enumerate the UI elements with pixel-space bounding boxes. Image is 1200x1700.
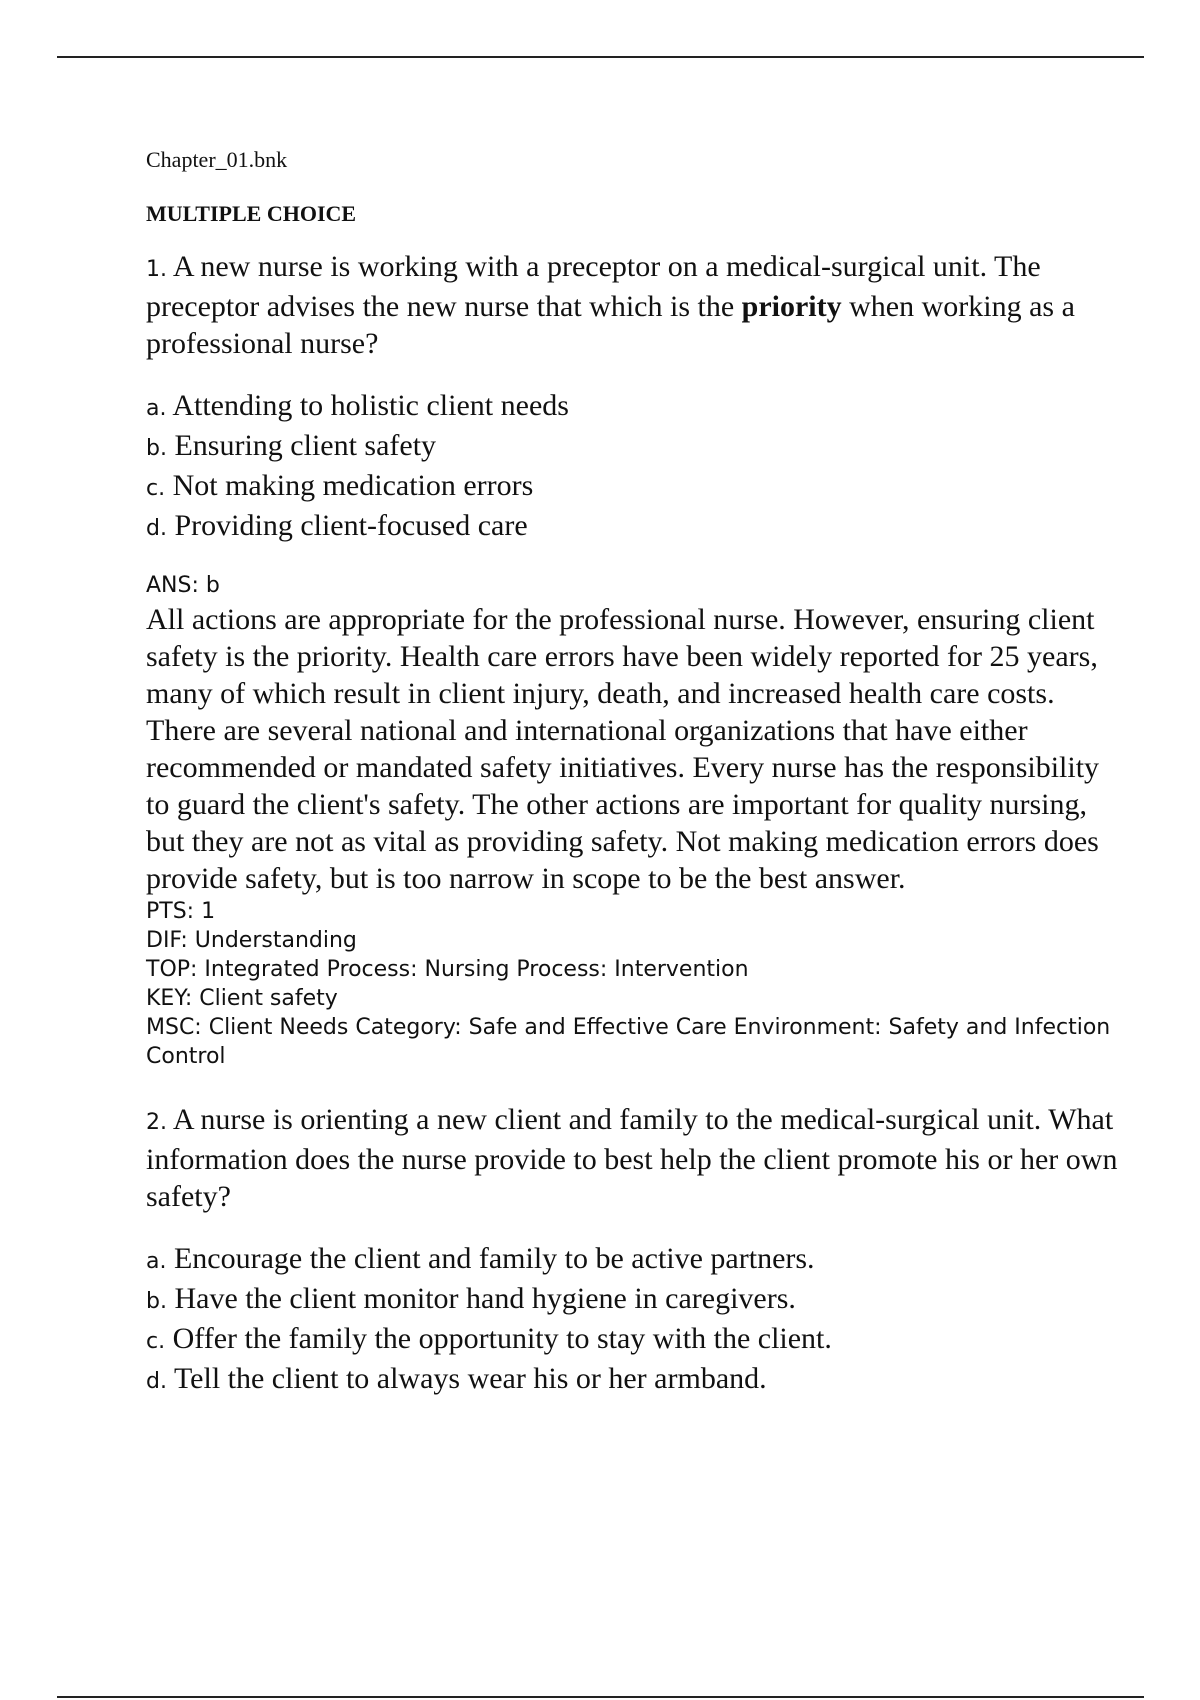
choice-letter: a. (146, 1249, 167, 1274)
answer-choices (146, 387, 1126, 547)
choice-d (146, 507, 1126, 547)
choice-a (146, 387, 1126, 427)
choice-text: Ensuring client safety (174, 429, 437, 462)
choice-letter: d. (146, 516, 167, 541)
choice-letter: c. (146, 476, 166, 501)
points: PTS: 1 (146, 899, 216, 924)
choice-text: Offer the family the opportunity to stay with the client. (172, 1322, 832, 1355)
question-stem-text: A nurse is orienting a new client and family to the medical-surgical unit. What information does the nurse provide to best help the client promote his or her own safety? (146, 1103, 1118, 1213)
choice-b (146, 1280, 1126, 1320)
choice-c (146, 467, 1126, 507)
keyword: KEY: Client safety (146, 986, 338, 1011)
file-name: Chapter_01.bnk (146, 147, 288, 172)
choice-text: Not making medication errors (172, 469, 534, 502)
difficulty: DIF: Understanding (146, 928, 357, 953)
question-stem-text-end: when working as a professional nurse? (146, 290, 1075, 360)
msc-category: MSC: Client Needs Category: Safe and Effective Care Environment: Safety and Infection Control (146, 1015, 1111, 1069)
choice-letter: b. (146, 436, 167, 461)
choice-text: Attending to holistic client needs (172, 389, 569, 422)
choice-text: Have the client monitor hand hygiene in caregivers. (174, 1282, 796, 1315)
question-stem-emphasis: priority (741, 290, 842, 323)
question-1 (146, 248, 1126, 1071)
question-metadata (146, 897, 1126, 1071)
question-2 (146, 1101, 1126, 1400)
question-number: 1. (146, 257, 167, 282)
question-number: 2. (146, 1110, 167, 1135)
choice-a (146, 1240, 1126, 1280)
top-divider (57, 56, 1144, 58)
answer-choices (146, 1240, 1126, 1400)
question-stem-text: A new nurse is working with a preceptor on a medical-surgical unit. The preceptor advises the new nurse that which is the (146, 250, 1041, 323)
choice-letter: d. (146, 1369, 167, 1394)
choice-c (146, 1320, 1126, 1360)
choice-text: Encourage the client and family to be active partners. (173, 1242, 815, 1275)
section-title: MULTIPLE CHOICE (146, 201, 357, 226)
document-body (146, 145, 1126, 1424)
bottom-divider (57, 1696, 1144, 1698)
choice-letter: a. (146, 396, 167, 421)
choice-text: Tell the client to always wear his or her armband. (173, 1362, 767, 1395)
answer-rationale: All actions are appropriate for the professional nurse. However, ensuring client safety is the priority. Health care errors have been widely reported for 25 years, many of which result in client injury, death, and increased health care costs. There are several national and international organizations that have either recommended or mandated safety initiatives. Every nurse has the responsibility to guard the client's safety. The other actions are important for quality nursing, but they are not as vital as providing safety. Not making medication errors does provide safety, but is too narrow in scope to be the best answer. (146, 603, 1100, 895)
topic: TOP: Integrated Process: Nursing Process: Intervention (146, 957, 749, 982)
question-1-stem (146, 248, 1126, 362)
choice-b (146, 427, 1126, 467)
answer-key: ANS: b (146, 573, 220, 598)
choice-letter: c. (146, 1329, 166, 1354)
choice-letter: b. (146, 1289, 167, 1314)
choice-d (146, 1360, 1126, 1400)
choice-text: Providing client-focused care (174, 509, 528, 542)
question-2-stem (146, 1101, 1126, 1215)
